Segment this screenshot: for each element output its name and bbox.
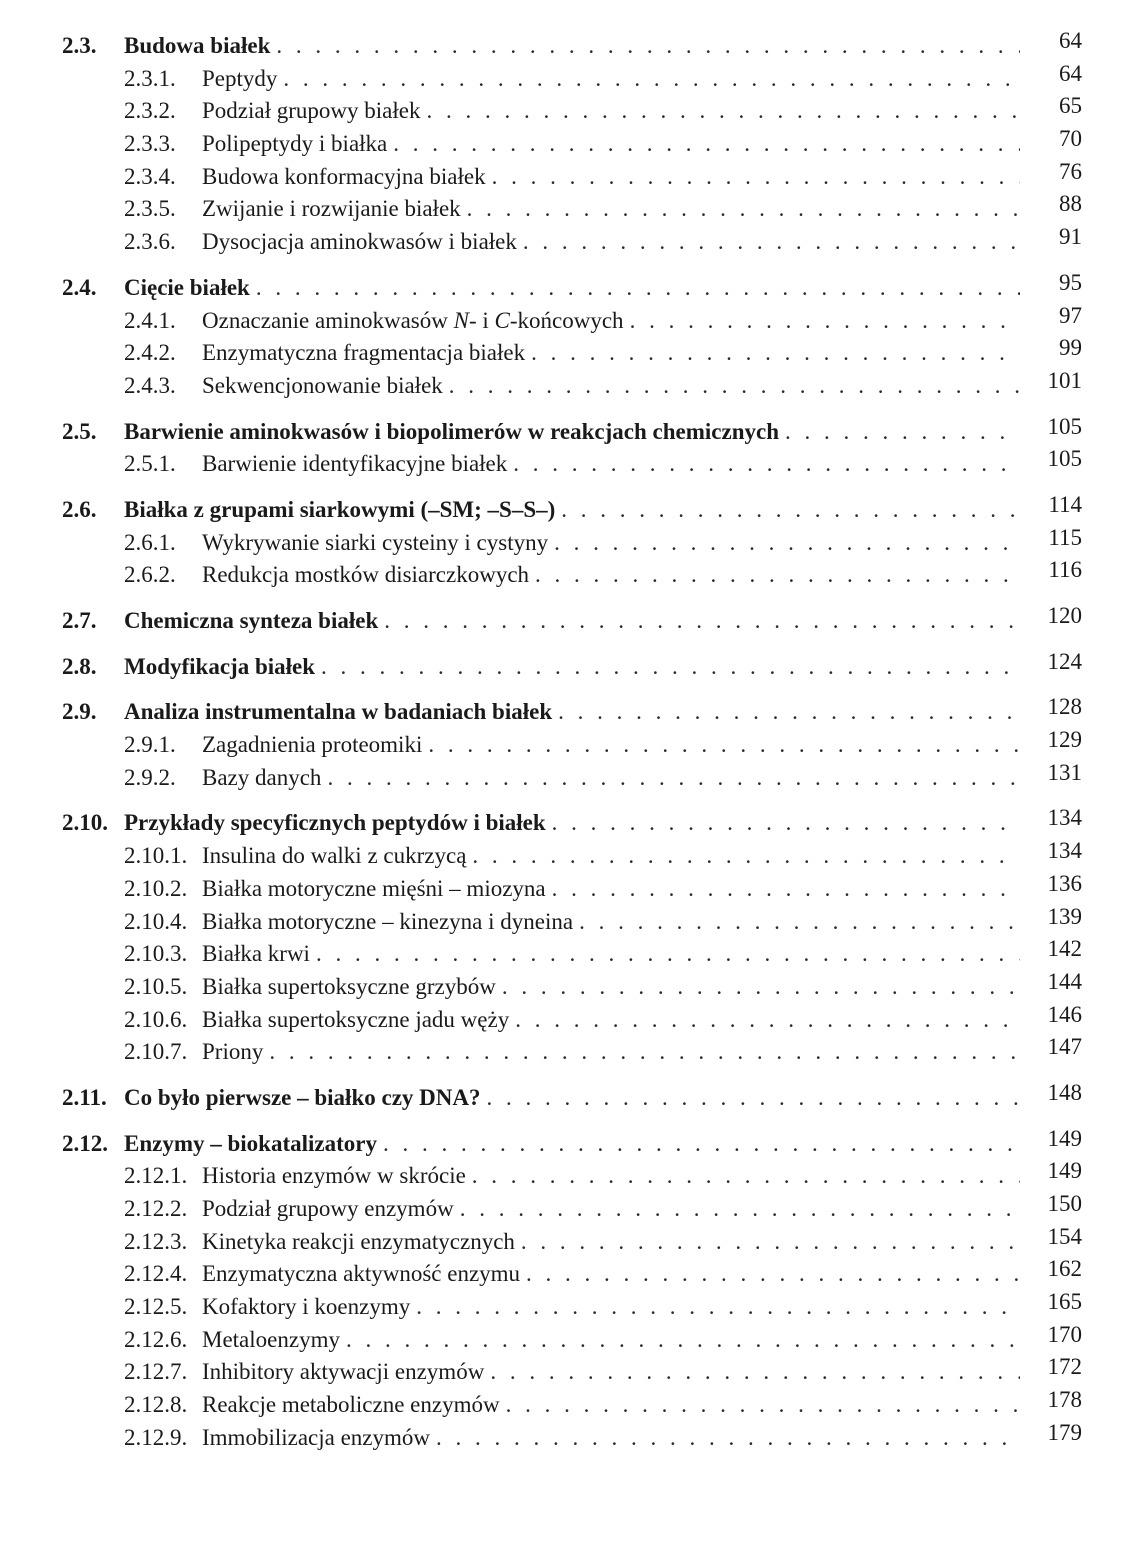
subsection-number: 2.4.3. xyxy=(124,372,176,398)
dot-leader xyxy=(490,1356,1020,1389)
subsection-title: Bazy danych xyxy=(202,764,322,790)
section-title: Enzymy – biokatalizatory xyxy=(124,1130,377,1156)
toc-subsection-entry xyxy=(62,729,1082,762)
toc-subsection-entry xyxy=(62,1223,1082,1259)
page-number: 95 xyxy=(1059,269,1082,295)
subsection-title: Białka motoryczne – kinezyna i dyneina xyxy=(202,908,574,934)
dot-leader xyxy=(426,95,1020,128)
dot-leader xyxy=(513,448,1020,481)
page-number: 76 xyxy=(1059,158,1082,184)
subsection-number: 2.6.1. xyxy=(124,529,176,555)
page-number: 120 xyxy=(1047,603,1082,628)
subsection-title: Insulina do walki z cukrzycą xyxy=(202,843,467,869)
toc-subsection-entry xyxy=(62,1036,1082,1069)
page-number: 124 xyxy=(1047,648,1082,674)
dot-leader xyxy=(269,1036,1020,1069)
page-number: 116 xyxy=(1048,557,1082,583)
section-title: Barwienie aminokwasów i biopolimerów w reakcjach chemicznych xyxy=(124,418,780,444)
subsection-number: 2.10.5. xyxy=(124,973,188,999)
section-number: 2.5. xyxy=(62,418,97,444)
subsection-number: 2.12.4. xyxy=(124,1261,188,1287)
section-number: 2.10. xyxy=(62,810,108,836)
subsection-title: Enzymatyczna fragmentacja białek xyxy=(202,340,526,366)
page-number: 101 xyxy=(1047,367,1082,393)
subsection-number: 2.10.2. xyxy=(124,875,188,901)
dot-leader xyxy=(467,193,1020,226)
toc-section xyxy=(62,491,1082,592)
subsection-number: 2.9.1. xyxy=(124,732,176,758)
subsection-title: Priony xyxy=(202,1039,264,1065)
toc-section xyxy=(62,1125,1082,1455)
section-number: 2.9. xyxy=(62,699,97,725)
page-number: 149 xyxy=(1047,1158,1082,1184)
subsection-title: Sekwencjonowanie białek xyxy=(202,372,443,398)
section-title: Co było pierwsze – białko czy DNA? xyxy=(124,1084,481,1110)
italic-symbol: C xyxy=(494,307,510,333)
subsection-number: 2.12.8. xyxy=(124,1392,188,1418)
subsection-number: 2.12.1. xyxy=(124,1163,188,1189)
toc-section-entry xyxy=(62,269,1082,305)
dot-leader xyxy=(327,762,1020,795)
page-number: 148 xyxy=(1047,1079,1082,1105)
toc-subsection-entry xyxy=(62,1291,1082,1324)
subsection-number: 2.5.1. xyxy=(124,451,176,477)
subsection-title: Metaloenzymy xyxy=(202,1326,340,1352)
toc-subsection-entry xyxy=(62,870,1082,906)
dot-leader xyxy=(579,906,1020,939)
toc-subsection-entry xyxy=(62,158,1082,194)
toc-section xyxy=(62,807,1082,1069)
subsection-title: Budowa konformacyjna białek xyxy=(202,163,486,189)
dot-leader xyxy=(316,938,1020,971)
subsection-number: 2.6.2. xyxy=(124,562,176,588)
page-number: 64 xyxy=(1059,60,1082,86)
subsection-number: 2.10.3. xyxy=(124,941,188,967)
page-number: 114 xyxy=(1048,491,1082,517)
dot-leader xyxy=(531,337,1020,370)
subsection-number: 2.12.9. xyxy=(124,1424,188,1450)
dot-leader xyxy=(383,1128,1020,1161)
subsection-title: Historia enzymów w skrócie xyxy=(202,1163,466,1189)
subsection-title: Zagadnienia proteomiki xyxy=(202,732,423,758)
page-number: 70 xyxy=(1059,126,1082,152)
page-number: 136 xyxy=(1047,870,1082,896)
page-number: 64 xyxy=(1059,28,1082,53)
toc-subsection-entry xyxy=(62,60,1082,96)
subsection-title: Zwijanie i rozwijanie białek xyxy=(202,196,461,222)
page-number: 149 xyxy=(1047,1125,1082,1151)
dot-leader xyxy=(502,971,1020,1004)
dot-leader xyxy=(276,30,1020,63)
toc-subsection-entry xyxy=(62,226,1082,259)
page-number: 129 xyxy=(1047,727,1082,753)
page-number: 142 xyxy=(1047,936,1082,962)
page-number: 139 xyxy=(1047,903,1082,929)
toc-subsection-entry xyxy=(62,524,1082,560)
section-number: 2.7. xyxy=(62,608,97,633)
dot-leader xyxy=(449,370,1020,403)
dot-leader xyxy=(472,1160,1020,1193)
dot-leader xyxy=(486,1082,1020,1115)
toc-section xyxy=(62,1079,1082,1115)
page-number: 88 xyxy=(1059,191,1082,217)
toc-section-entry xyxy=(62,1079,1082,1115)
subsection-title: Dysocjacja aminokwasów i białek xyxy=(202,229,517,255)
page-number: 178 xyxy=(1047,1387,1082,1413)
dot-leader xyxy=(321,651,1020,684)
subsection-title: Immobilizacja enzymów xyxy=(202,1424,431,1450)
section-number: 2.3. xyxy=(62,33,97,58)
subsection-title: Wykrywanie siarki cysteiny i cystyny xyxy=(202,529,549,555)
dot-leader xyxy=(552,873,1020,906)
toc-subsection-entry xyxy=(62,337,1082,370)
page-number: 170 xyxy=(1047,1321,1082,1347)
page-number: 134 xyxy=(1047,838,1082,864)
subsection-number: 2.3.3. xyxy=(124,131,176,157)
subsection-number: 2.3.2. xyxy=(124,98,176,124)
toc-section xyxy=(62,413,1082,481)
page-number: 179 xyxy=(1047,1419,1082,1445)
subsection-title: Barwienie identyfikacyjne białek xyxy=(202,451,508,477)
section-title: Modyfikacja białek xyxy=(124,653,316,679)
toc-subsection-entry xyxy=(62,367,1082,403)
dot-leader xyxy=(506,1389,1020,1422)
page-number: 97 xyxy=(1059,302,1082,328)
toc-section xyxy=(62,696,1082,794)
toc-subsection-entry xyxy=(62,968,1082,1004)
subsection-number: 2.3.6. xyxy=(124,229,176,255)
dot-leader xyxy=(346,1324,1020,1357)
dot-leader xyxy=(256,272,1020,305)
toc-section xyxy=(62,30,1082,259)
subsection-title: Białka krwi xyxy=(202,941,310,967)
toc-subsection-entry xyxy=(62,1193,1082,1226)
section-number: 2.8. xyxy=(62,653,97,679)
toc-subsection-entry xyxy=(62,448,1082,481)
dot-leader xyxy=(416,1291,1020,1324)
section-number: 2.11. xyxy=(62,1084,107,1110)
toc-subsection-entry xyxy=(62,1258,1082,1291)
section-title: Budowa białek xyxy=(124,33,271,58)
page-number: 128 xyxy=(1047,694,1082,720)
toc-subsection-entry xyxy=(62,559,1082,592)
section-title: Białka z grupami siarkowymi (–SM; –S–S–) xyxy=(124,496,556,522)
subsection-number: 2.10.4. xyxy=(124,908,188,934)
dot-leader xyxy=(384,605,1020,638)
subsection-title xyxy=(202,305,630,338)
title-text: -końcowych xyxy=(509,307,624,333)
subsection-title: Inhibitory aktywacji enzymów xyxy=(202,1359,485,1385)
dot-leader xyxy=(630,305,1020,338)
toc-section-entry xyxy=(62,648,1082,684)
toc-section xyxy=(62,648,1082,684)
toc-subsection-entry xyxy=(62,840,1082,873)
toc-subsection-entry xyxy=(62,938,1082,971)
subsection-number: 2.4.2. xyxy=(124,340,176,366)
toc-section-entry xyxy=(62,807,1082,840)
page-number: 91 xyxy=(1059,224,1082,250)
toc-section xyxy=(62,269,1082,403)
page-number: 131 xyxy=(1047,759,1082,785)
subsection-number: 2.4.1. xyxy=(124,307,176,333)
subsection-number: 2.12.6. xyxy=(124,1326,188,1352)
toc-subsection-entry xyxy=(62,759,1082,795)
toc-subsection-entry xyxy=(62,1321,1082,1357)
subsection-title: Podział grupowy enzymów xyxy=(202,1196,454,1221)
title-text: Oznaczanie aminokwasów xyxy=(202,307,454,333)
dot-leader xyxy=(552,807,1020,840)
toc-subsection-entry xyxy=(62,193,1082,226)
toc-subsection-entry xyxy=(62,128,1082,161)
page-number: 146 xyxy=(1047,1001,1082,1027)
subsection-title: Podział grupowy białek xyxy=(202,98,421,124)
subsection-number: 2.12.3. xyxy=(124,1228,188,1254)
title-text: - i xyxy=(468,307,495,333)
dot-leader xyxy=(460,1193,1020,1226)
dot-leader xyxy=(436,1422,1020,1455)
toc-subsection-entry xyxy=(62,1356,1082,1389)
subsection-title: Redukcja mostków disiarczkowych xyxy=(202,562,530,588)
dot-leader xyxy=(515,1004,1020,1037)
toc-subsection-entry xyxy=(62,1160,1082,1193)
dot-leader xyxy=(393,128,1020,161)
section-number: 2.4. xyxy=(62,274,97,300)
dot-leader xyxy=(523,226,1020,259)
dot-leader xyxy=(492,161,1020,194)
dot-leader xyxy=(535,559,1020,592)
page-number: 99 xyxy=(1059,335,1082,361)
page-number: 105 xyxy=(1047,413,1082,439)
toc-subsection-entry xyxy=(62,1389,1082,1422)
toc-section xyxy=(62,605,1082,638)
subsection-title: Kinetyka reakcji enzymatycznych xyxy=(202,1228,515,1254)
subsection-number: 2.12.7. xyxy=(124,1359,188,1385)
dot-leader xyxy=(472,840,1020,873)
section-number: 2.12. xyxy=(62,1130,108,1156)
dot-leader xyxy=(521,1226,1020,1259)
toc-subsection-entry xyxy=(62,1419,1082,1455)
toc-section-entry xyxy=(62,696,1082,729)
subsection-number: 2.10.1. xyxy=(124,843,188,869)
subsection-title: Enzymatyczna aktywność enzymu xyxy=(202,1261,521,1287)
toc-subsection-entry xyxy=(62,95,1082,128)
toc-section-entry xyxy=(62,605,1082,638)
subsection-number: 2.12.5. xyxy=(124,1294,188,1320)
toc-section-entry xyxy=(62,413,1082,449)
page-number: 165 xyxy=(1047,1289,1082,1315)
dot-leader xyxy=(554,527,1020,560)
subsection-number: 2.10.6. xyxy=(124,1006,188,1032)
dot-leader xyxy=(785,416,1020,449)
dot-leader xyxy=(428,729,1020,762)
subsection-title: Białka supertoksyczne jadu węży xyxy=(202,1006,510,1032)
page-number: 105 xyxy=(1047,446,1082,472)
subsection-number: 2.3.5. xyxy=(124,196,176,222)
subsection-title: Polipeptydy i białka xyxy=(202,131,388,157)
toc-subsection-entry xyxy=(62,1001,1082,1037)
dot-leader xyxy=(558,696,1020,729)
page-number: 115 xyxy=(1048,524,1082,550)
page-number: 65 xyxy=(1059,93,1082,119)
subsection-number: 2.10.7. xyxy=(124,1039,188,1065)
section-title: Chemiczna synteza białek xyxy=(124,608,379,633)
toc-section-entry xyxy=(62,30,1082,63)
page-number: 134 xyxy=(1047,805,1082,831)
subsection-title: Kofaktory i koenzymy xyxy=(202,1294,411,1320)
subsection-title: Peptydy xyxy=(202,65,278,91)
table-of-contents xyxy=(62,30,1082,1468)
toc-section-entry xyxy=(62,491,1082,527)
section-title: Analiza instrumentalna w badaniach białek xyxy=(124,699,553,725)
page-number: 150 xyxy=(1047,1191,1082,1216)
dot-leader xyxy=(283,63,1020,96)
dot-leader xyxy=(526,1258,1020,1291)
page-number: 162 xyxy=(1047,1256,1082,1282)
italic-symbol: N xyxy=(453,307,469,333)
section-title: Przykłady specyficznych peptydów i białek xyxy=(124,810,546,836)
dot-leader xyxy=(561,494,1020,527)
subsection-title: Białka motoryczne mięśni – miozyna xyxy=(202,875,546,901)
toc-section-entry xyxy=(62,1125,1082,1161)
page-number: 154 xyxy=(1047,1223,1082,1249)
page-number: 172 xyxy=(1047,1354,1082,1380)
subsection-number: 2.3.4. xyxy=(124,163,176,189)
section-title: Cięcie białek xyxy=(124,274,250,300)
section-number: 2.6. xyxy=(62,496,97,522)
page-number: 147 xyxy=(1047,1034,1082,1060)
page-number: 144 xyxy=(1047,968,1082,994)
subsection-number: 2.3.1. xyxy=(124,65,176,91)
toc-subsection-entry xyxy=(62,302,1082,338)
subsection-number: 2.12.2. xyxy=(124,1196,188,1221)
subsection-title: Białka supertoksyczne grzybów xyxy=(202,973,496,999)
toc-subsection-entry xyxy=(62,903,1082,939)
subsection-title: Reakcje metaboliczne enzymów xyxy=(202,1392,500,1418)
subsection-number: 2.9.2. xyxy=(124,764,176,790)
